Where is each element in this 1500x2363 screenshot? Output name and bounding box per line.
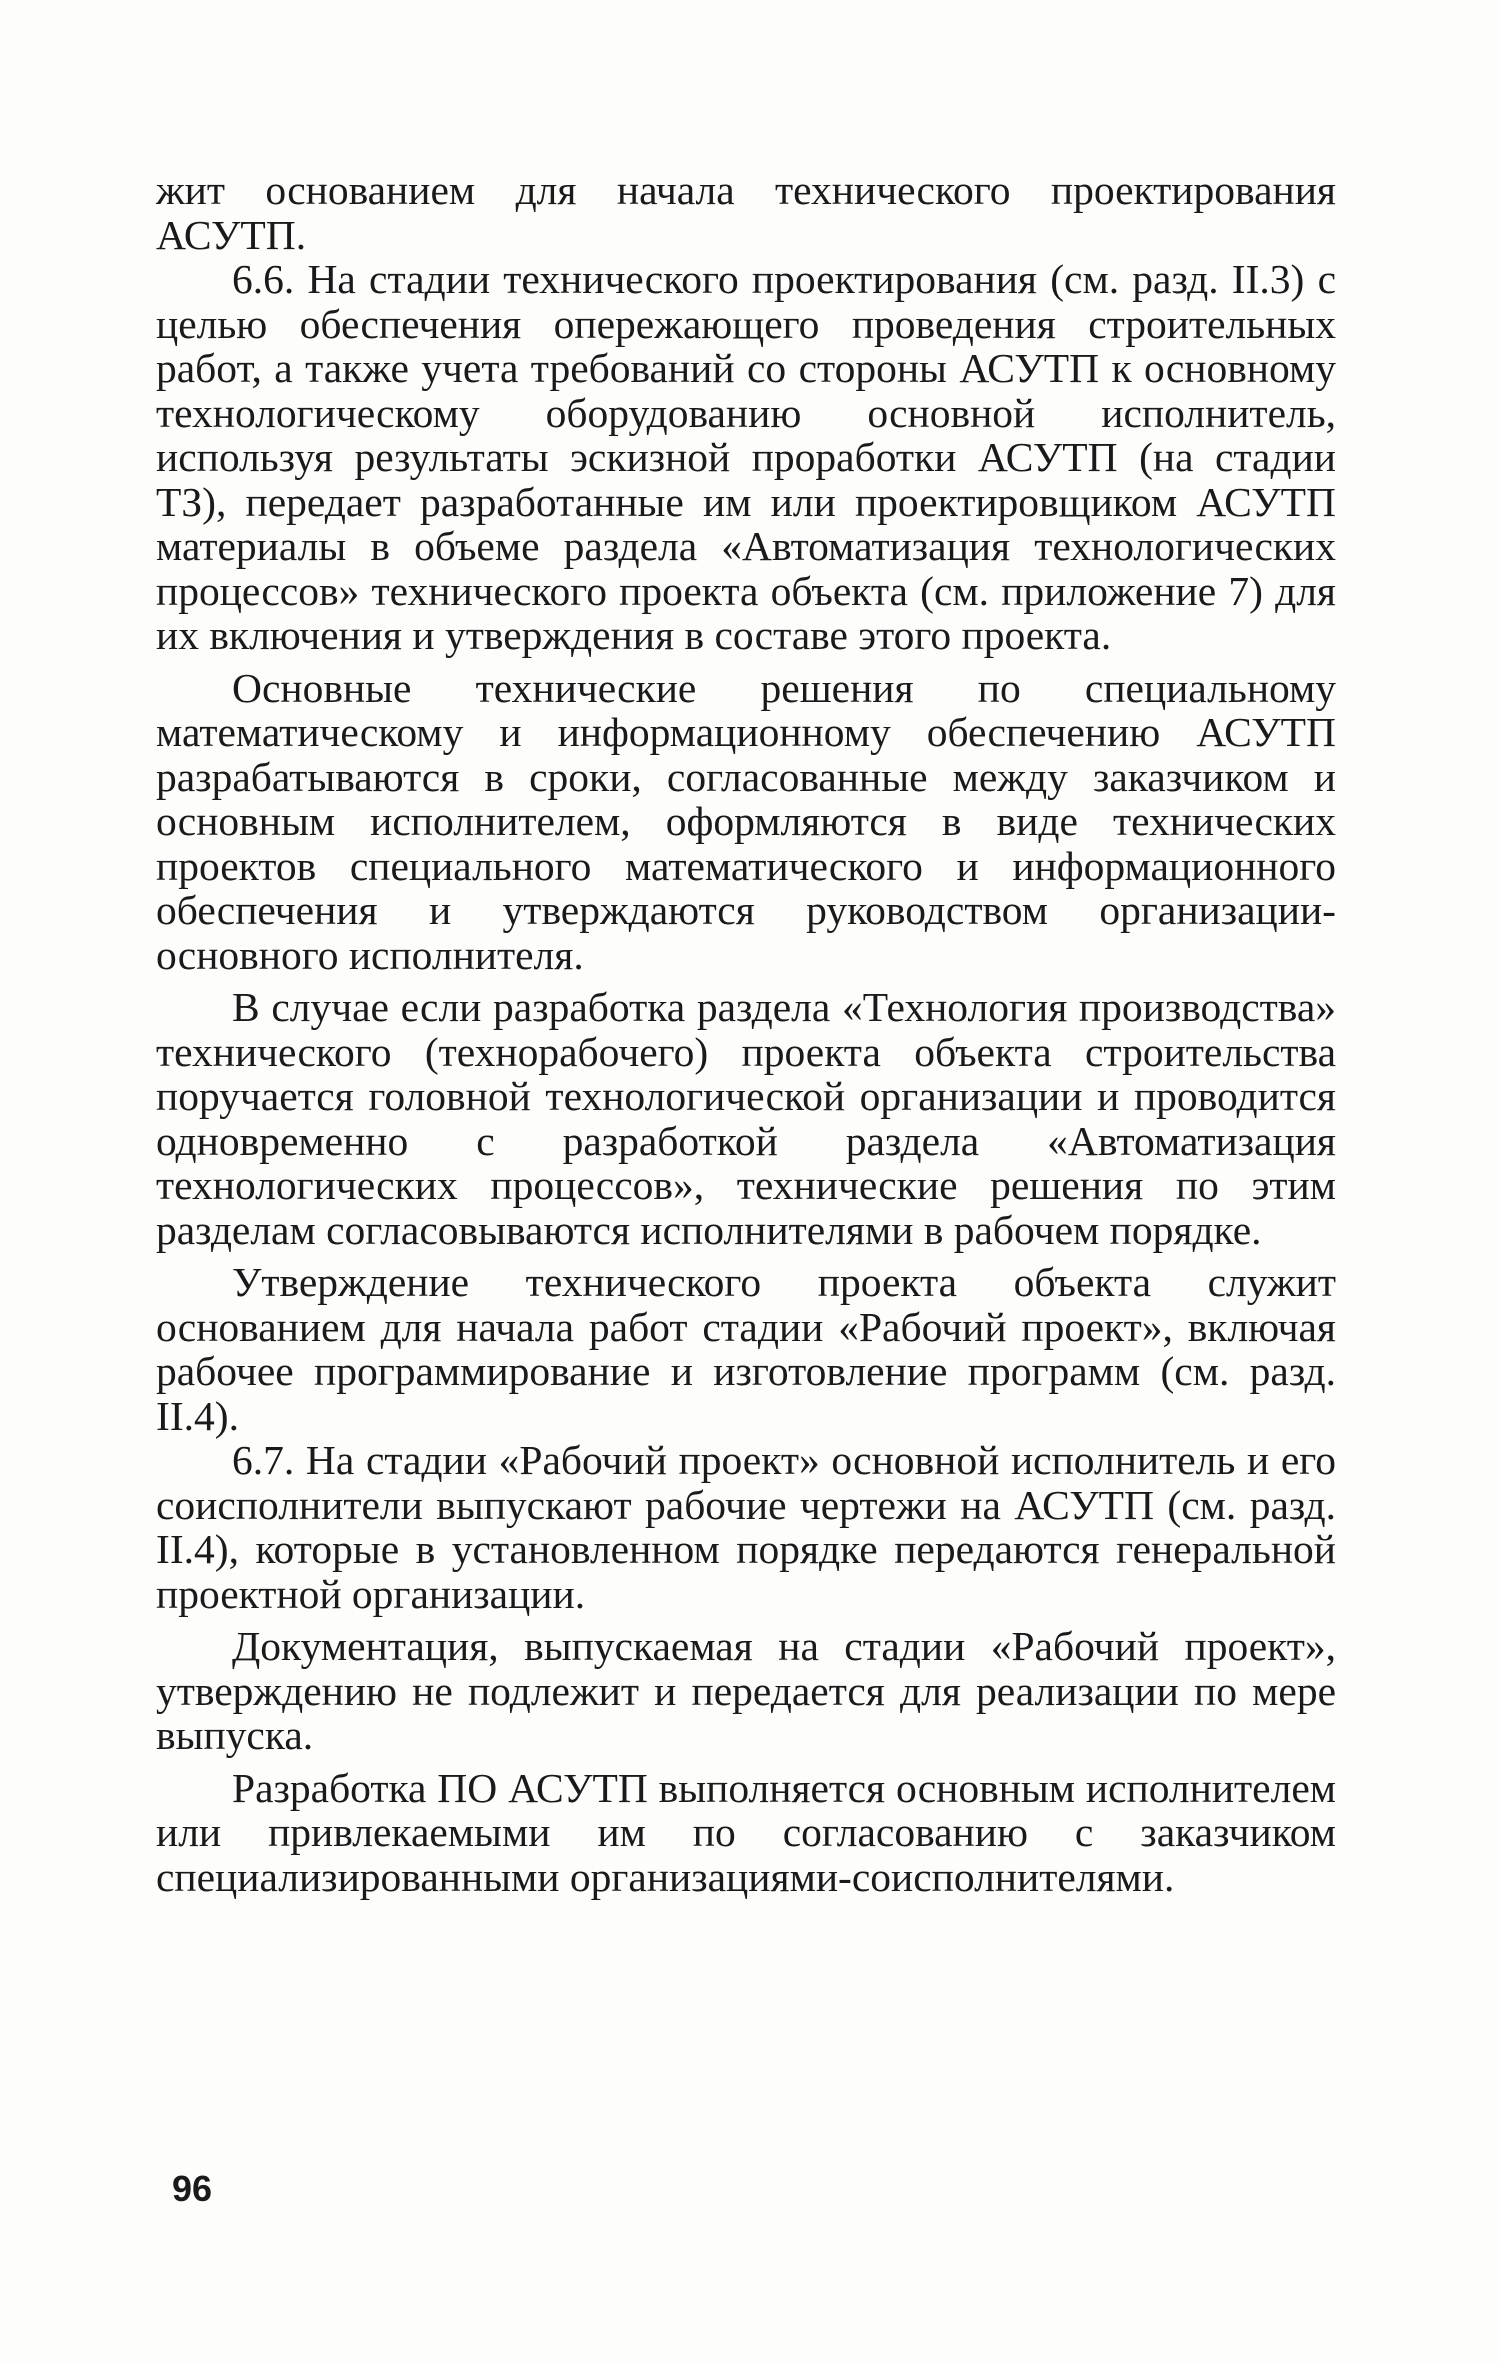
- paragraph-approval: Утверждение технического проекта объекта служит основанием для начала работ стадии «Рабочий проект», включая рабочее программирование и изготовление программ (см. разд. II.4).: [156, 1259, 1336, 1439]
- page-number: 96: [172, 2168, 213, 2209]
- paragraph-software-development: Разработка ПО АСУТП выполняется основным исполнителем или привлекаемыми им по согласованию с заказчиком специализированными организациями-соисполнителями.: [156, 1764, 1336, 1900]
- paragraph-math-info-support: Основные технические решения по специальному математическому и информационному обеспечению АСУТП разрабатываются в сроки, согласованные между заказчиком и основным исполнителем, оформляются в виде технических проектов специального математического и информационного обеспечения и утверждаются руководством организации-основного исполнителя.: [156, 664, 1336, 978]
- paragraph-documentation: Документация, выпускаемая на стадии «Рабочий проект», утверждению не подлежит и передается для реализации по мере выпуска.: [156, 1623, 1336, 1758]
- paragraph-6-6: 6.6. На стадии технического проектирования (см. разд. II.3) с целью обеспечения опережающего проведения строительных работ, а также учета требований со стороны АСУТП к основному технологическому оборудованию основной исполнитель, используя результаты эскизной проработки АСУТП (на стадии ТЗ), передает разработанные им или проектировщиком АСУТП материалы в объеме раздела «Автоматизация технологических процессов» технического проекта объекта (см. приложение 7) для их включения и утверждения в составе этого проекта.: [156, 256, 1336, 658]
- paragraph-technology-section: В случае если разработка раздела «Технология производства» технического (технорабочего) проекта объекта строительства поручается головной технологической организации и проводится одновременно с разработкой раздела «Автоматизация технологических процессов», технические решения по этим разделам согласовываются исполнителями в рабочем порядке.: [156, 984, 1336, 1253]
- paragraph-continuation: жит основанием для начала технического проектирования АСУТП.: [156, 167, 1336, 258]
- page-body: [156, 168, 1336, 1899]
- paragraph-6-7: 6.7. На стадии «Рабочий проект» основной исполнитель и его соисполнители выпускают рабочие чертежи на АСУТП (см. разд. II.4), которые в установленном порядке передаются генеральной проектной организации.: [156, 1437, 1336, 1617]
